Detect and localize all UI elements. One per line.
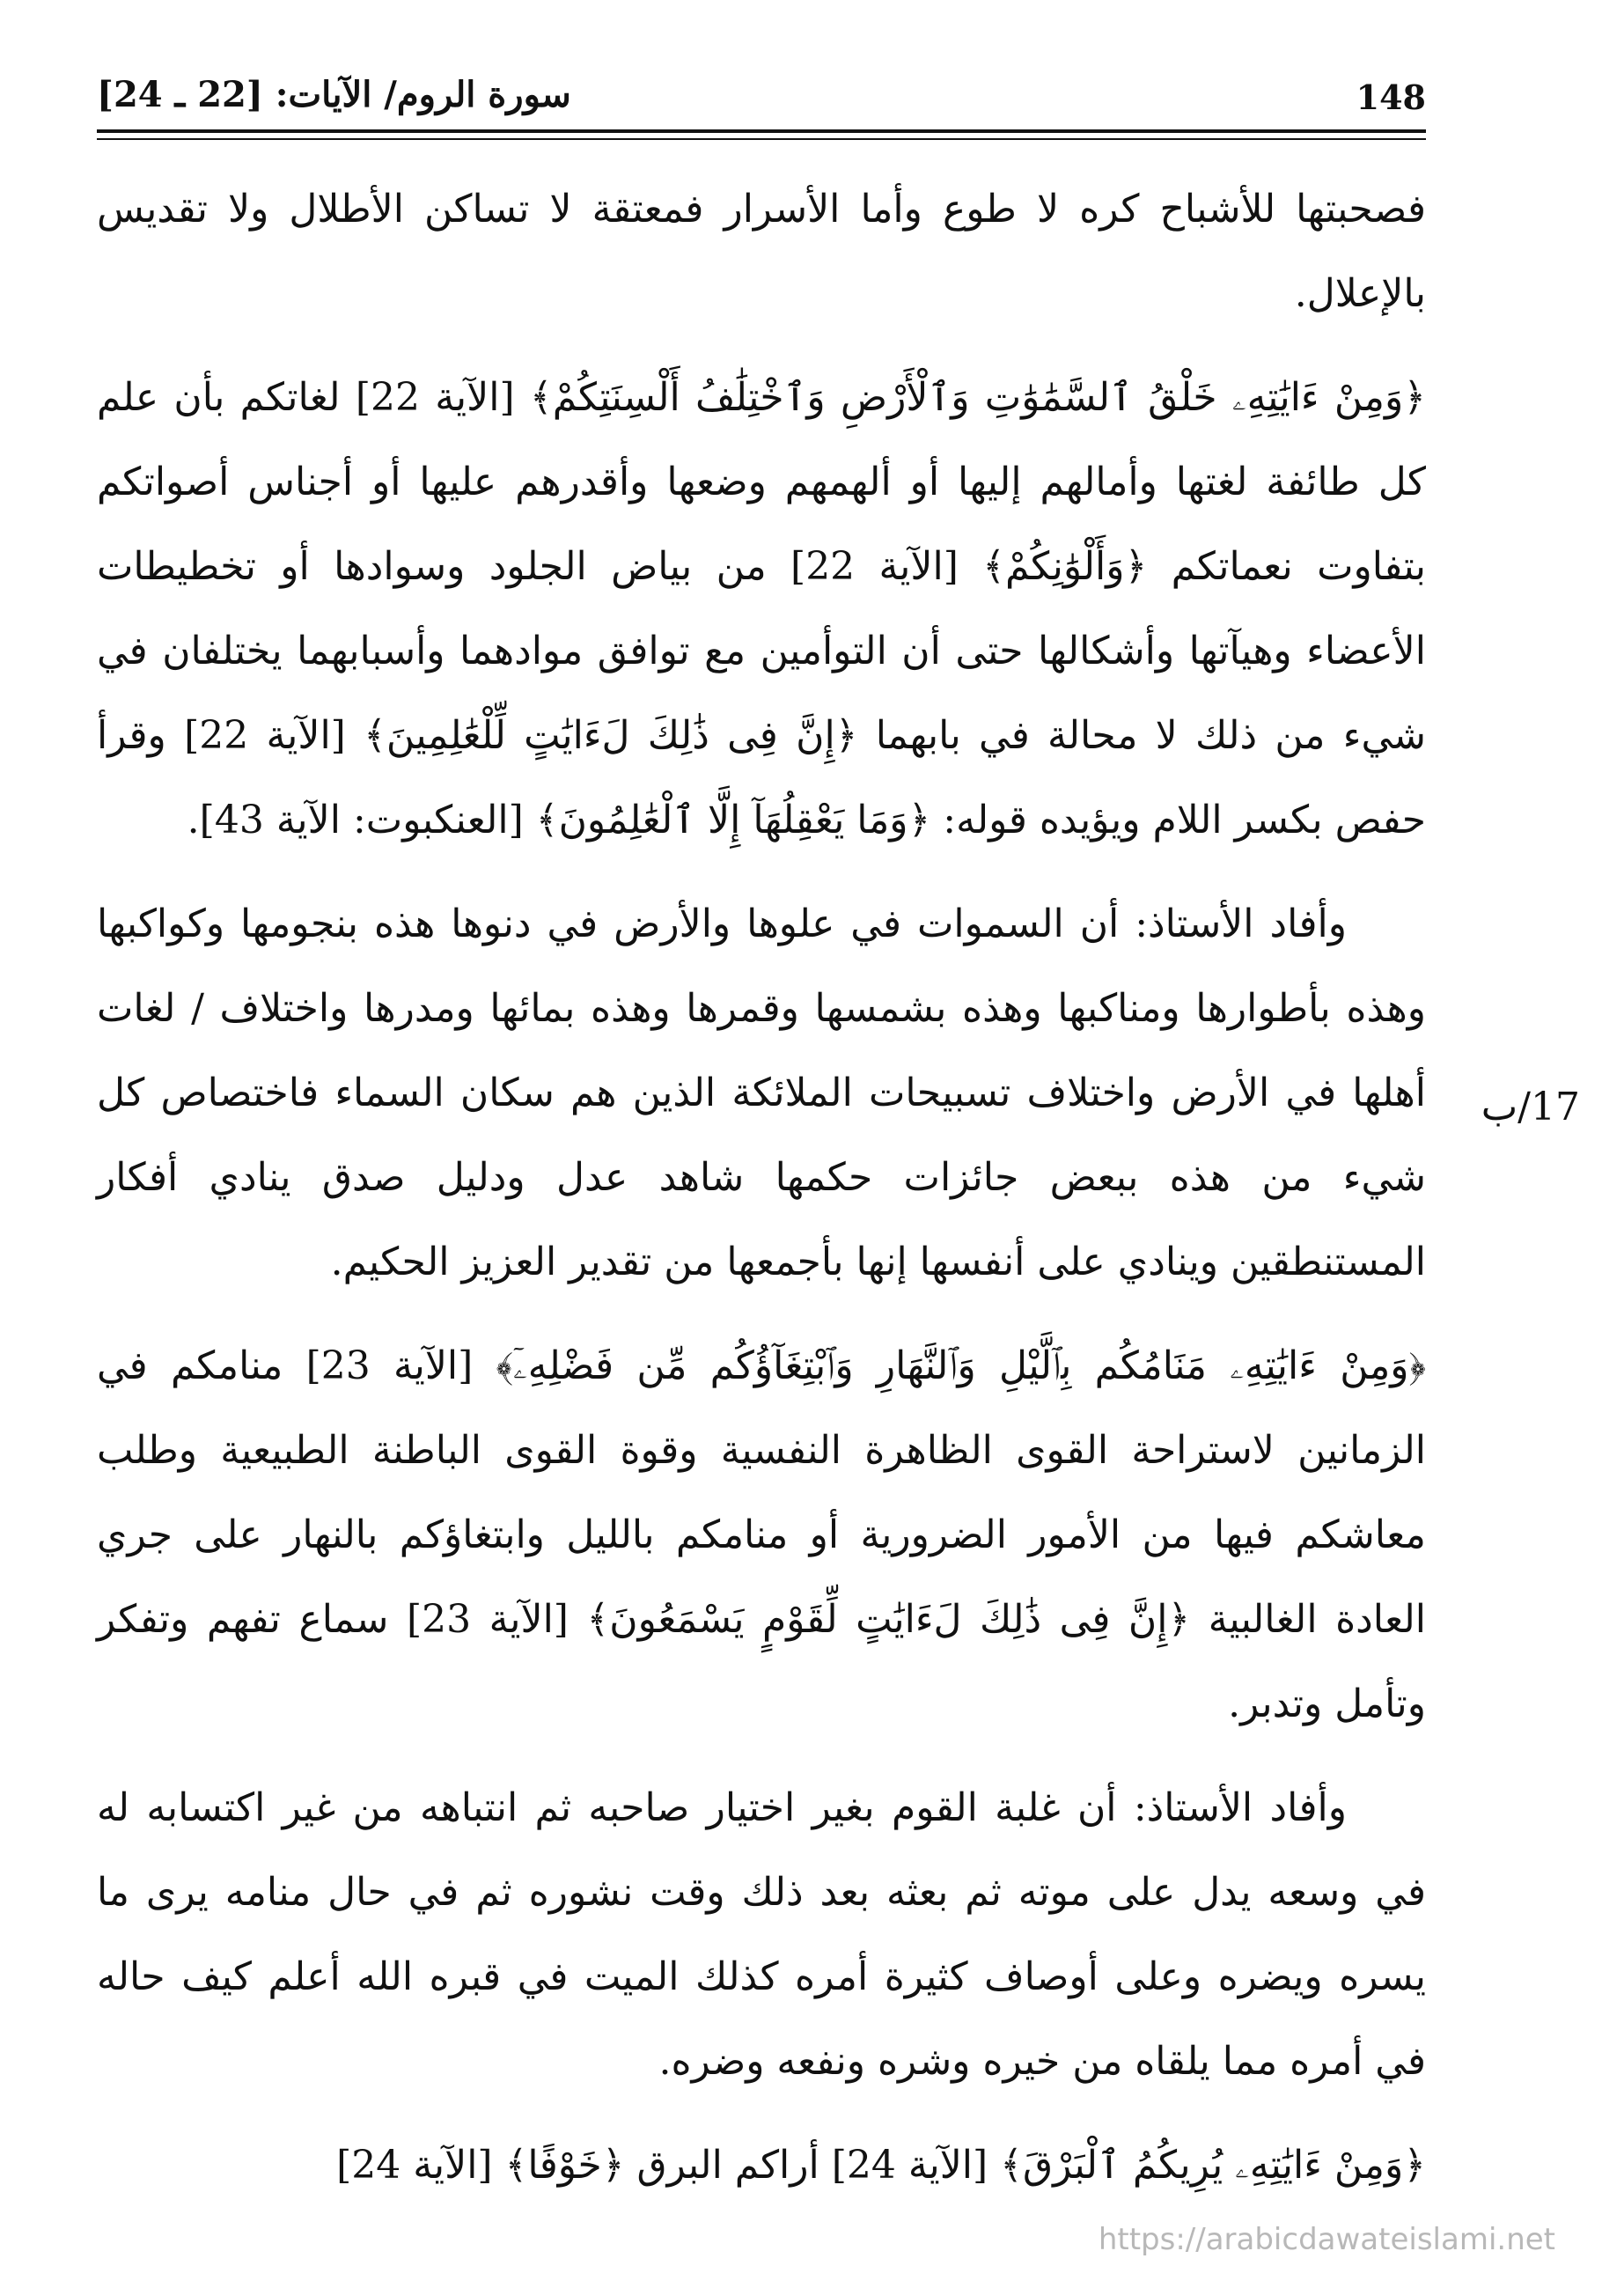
paragraph-5: وأفاد الأستاذ: أن غلبة القوم بغير اختيار صاحبه ثم انتباهه من غير اكتسابه له في وسعه يدل على موته ثم بعثه بعد ذلك وقت نشوره ثم في حال منامه يرى ما يسره ويضره وعلى أوصاف كثيرة أمره كذلك الميت في قبره الله أعلم كيف حاله في أمره مما يلقاه من خيره وشره ونفعه وضره.: [97, 1785, 1426, 2084]
paragraph-2: ﴿وَمِنْ ءَايَٰتِهِۦ خَلْقُ ٱلسَّمَٰوَٰتِ وَٱلْأَرْضِ وَٱخْتِلَٰفُ أَلْسِنَتِكُمْ﴾ [الآية 22] لغاتكم بأن علم كل طائفة لغتها وأمالهم إليها أو ألهمهم وضعها وأقدرهم عليها أو أجناس أصواتكم بتفاوت نعماتكم ﴿وَأَلْوَٰنِكُمْ﴾ [الآية 22] من بياض الجلود وسوادها أو تخطيطات الأعضاء وهيآتها وأشكالها حتى أن التوأمين مع توافق موادهما وأسبابهما يختلفان في شيء من ذلك لا محالة في بابهما ﴿إِنَّ فِى ذَٰلِكَ لَءَايَٰتٍ لِّلْعَٰلِمِينَ﴾ [الآية 22] وقرأ حفص بكسر اللام ويؤيده قوله: ﴿وَمَا يَعْقِلُهَآ إِلَّا ٱلْعَٰلِمُونَ﴾ [العنكبوت: الآية 43].: [97, 375, 1427, 842]
page-header: [97, 69, 1426, 121]
watermark-url: https://arabicdawateislami.net: [1098, 2222, 1555, 2257]
paragraph-6: ﴿وَمِنْ ءَايَٰتِهِۦ يُرِيكُمُ ٱلْبَرْقَ﴾ [الآية 24] أراكم البرق ﴿خَوْفًا﴾ [الآية 24]: [336, 2143, 1426, 2188]
main-text: [97, 167, 1426, 2227]
header-rule-thin: [97, 138, 1426, 140]
running-title: سورة الروم/ الآيات: [22 ـ 24]: [97, 74, 571, 115]
paragraph-3: وأفاد الأستاذ: أن السموات في علوها والأرض في دنوها هذه بنجومها وكواكبها وهذه بأطوارها ومناكبها وهذه بشمسها وقمرها وهذه بمائها ومدرها واختلاف / لغات أهلها في الأرض واختلاف تسبيحات الملائكة الذين هم سكان السماء فاختصاص كل شيء من هذه ببعض جائزات حكمها شاهد عدل ودليل صدق ينادي أفكار المستنطقين وينادي على أنفسها إنها بأجمعها من تقدير العزيز الحكيم.: [97, 901, 1426, 1284]
header-rule-thick: [97, 129, 1426, 133]
paragraph-1: فصحبتها للأشباح كره لا طوع وأما الأسرار فمعتقة لا تساكن الأطلال ولا تقديس بالإعلال.: [97, 187, 1426, 316]
page-number: 148: [1356, 77, 1426, 117]
paragraph-4: ﴿وَمِنْ ءَايَٰتِهِۦ مَنَامُكُم بِٱلَّيْلِ وَٱلنَّهَارِ وَٱبْتِغَآؤُكُم مِّن فَضْلِهِۦٓ﴾ [الآية 23] منامكم في الزمانين لاستراحة القوى الظاهرة النفسية وقوة القوى الباطنة الطبيعية وطلب معاشكم فيها من الأمور الضرورية أو منامكم بالليل وابتغاؤكم بالنهار على جري العادة الغالبية ﴿إِنَّ فِى ذَٰلِكَ لَءَايَٰتٍ لِّقَوْمٍ يَسْمَعُونَ﴾ [الآية 23] سماع تفهم وتفكر وتأمل وتدبر.: [97, 1343, 1426, 1726]
margin-folio-note: 17/ب: [1481, 1085, 1580, 1129]
